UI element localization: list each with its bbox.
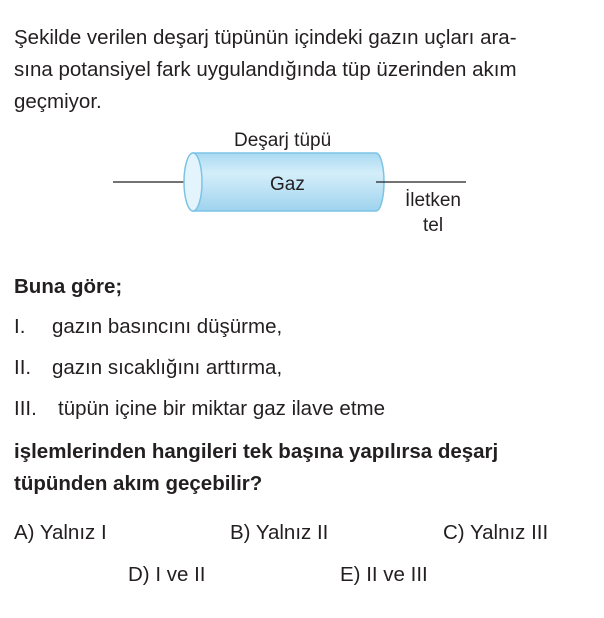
statement-text: gazın sıcaklığını arttırma, [52,356,283,379]
question-stem [14,436,586,500]
option-d[interactable]: D) I ve II [128,563,206,586]
gas-label: Gaz [270,174,305,195]
statement-number: III. [14,397,37,420]
statement-text: tüpün içine bir miktar gaz ilave etme [58,397,386,420]
tube-left-end [184,153,202,211]
intro-line: geçmiyor. [14,90,102,113]
statement-item [14,354,385,395]
statement-list [14,313,385,436]
statement-item [14,395,385,436]
question-intro [14,22,586,118]
option-a[interactable]: A) Yalnız I [14,521,107,544]
statement-number: II. [14,356,32,379]
option-b[interactable]: B) Yalnız II [230,521,329,544]
wire-label-second-line: tel [423,215,444,236]
statement-item [14,313,385,354]
stem-intro: Buna göre; [14,275,123,298]
intro-line: Şekilde verilen deşarj tüpünün içindeki gazın uçları ara- [14,26,517,49]
question-line: tüpünden akım geçebilir? [14,472,263,495]
intro-line: sına potansiyel fark uygulandığında tüp üzerinden akım [14,58,517,81]
option-c[interactable]: C) Yalnız III [443,521,549,544]
option-e[interactable]: E) II ve III [340,563,428,586]
tube-title-label: Deşarj tüpü [234,130,332,151]
statement-number: I. [14,315,26,338]
wire-label: İletken [405,190,461,211]
discharge-tube-figure [0,120,604,250]
statement-text: gazın basıncını düşürme, [52,315,283,338]
question-line: işlemlerinden hangileri tek başına yapılırsa deşarj [14,440,499,463]
